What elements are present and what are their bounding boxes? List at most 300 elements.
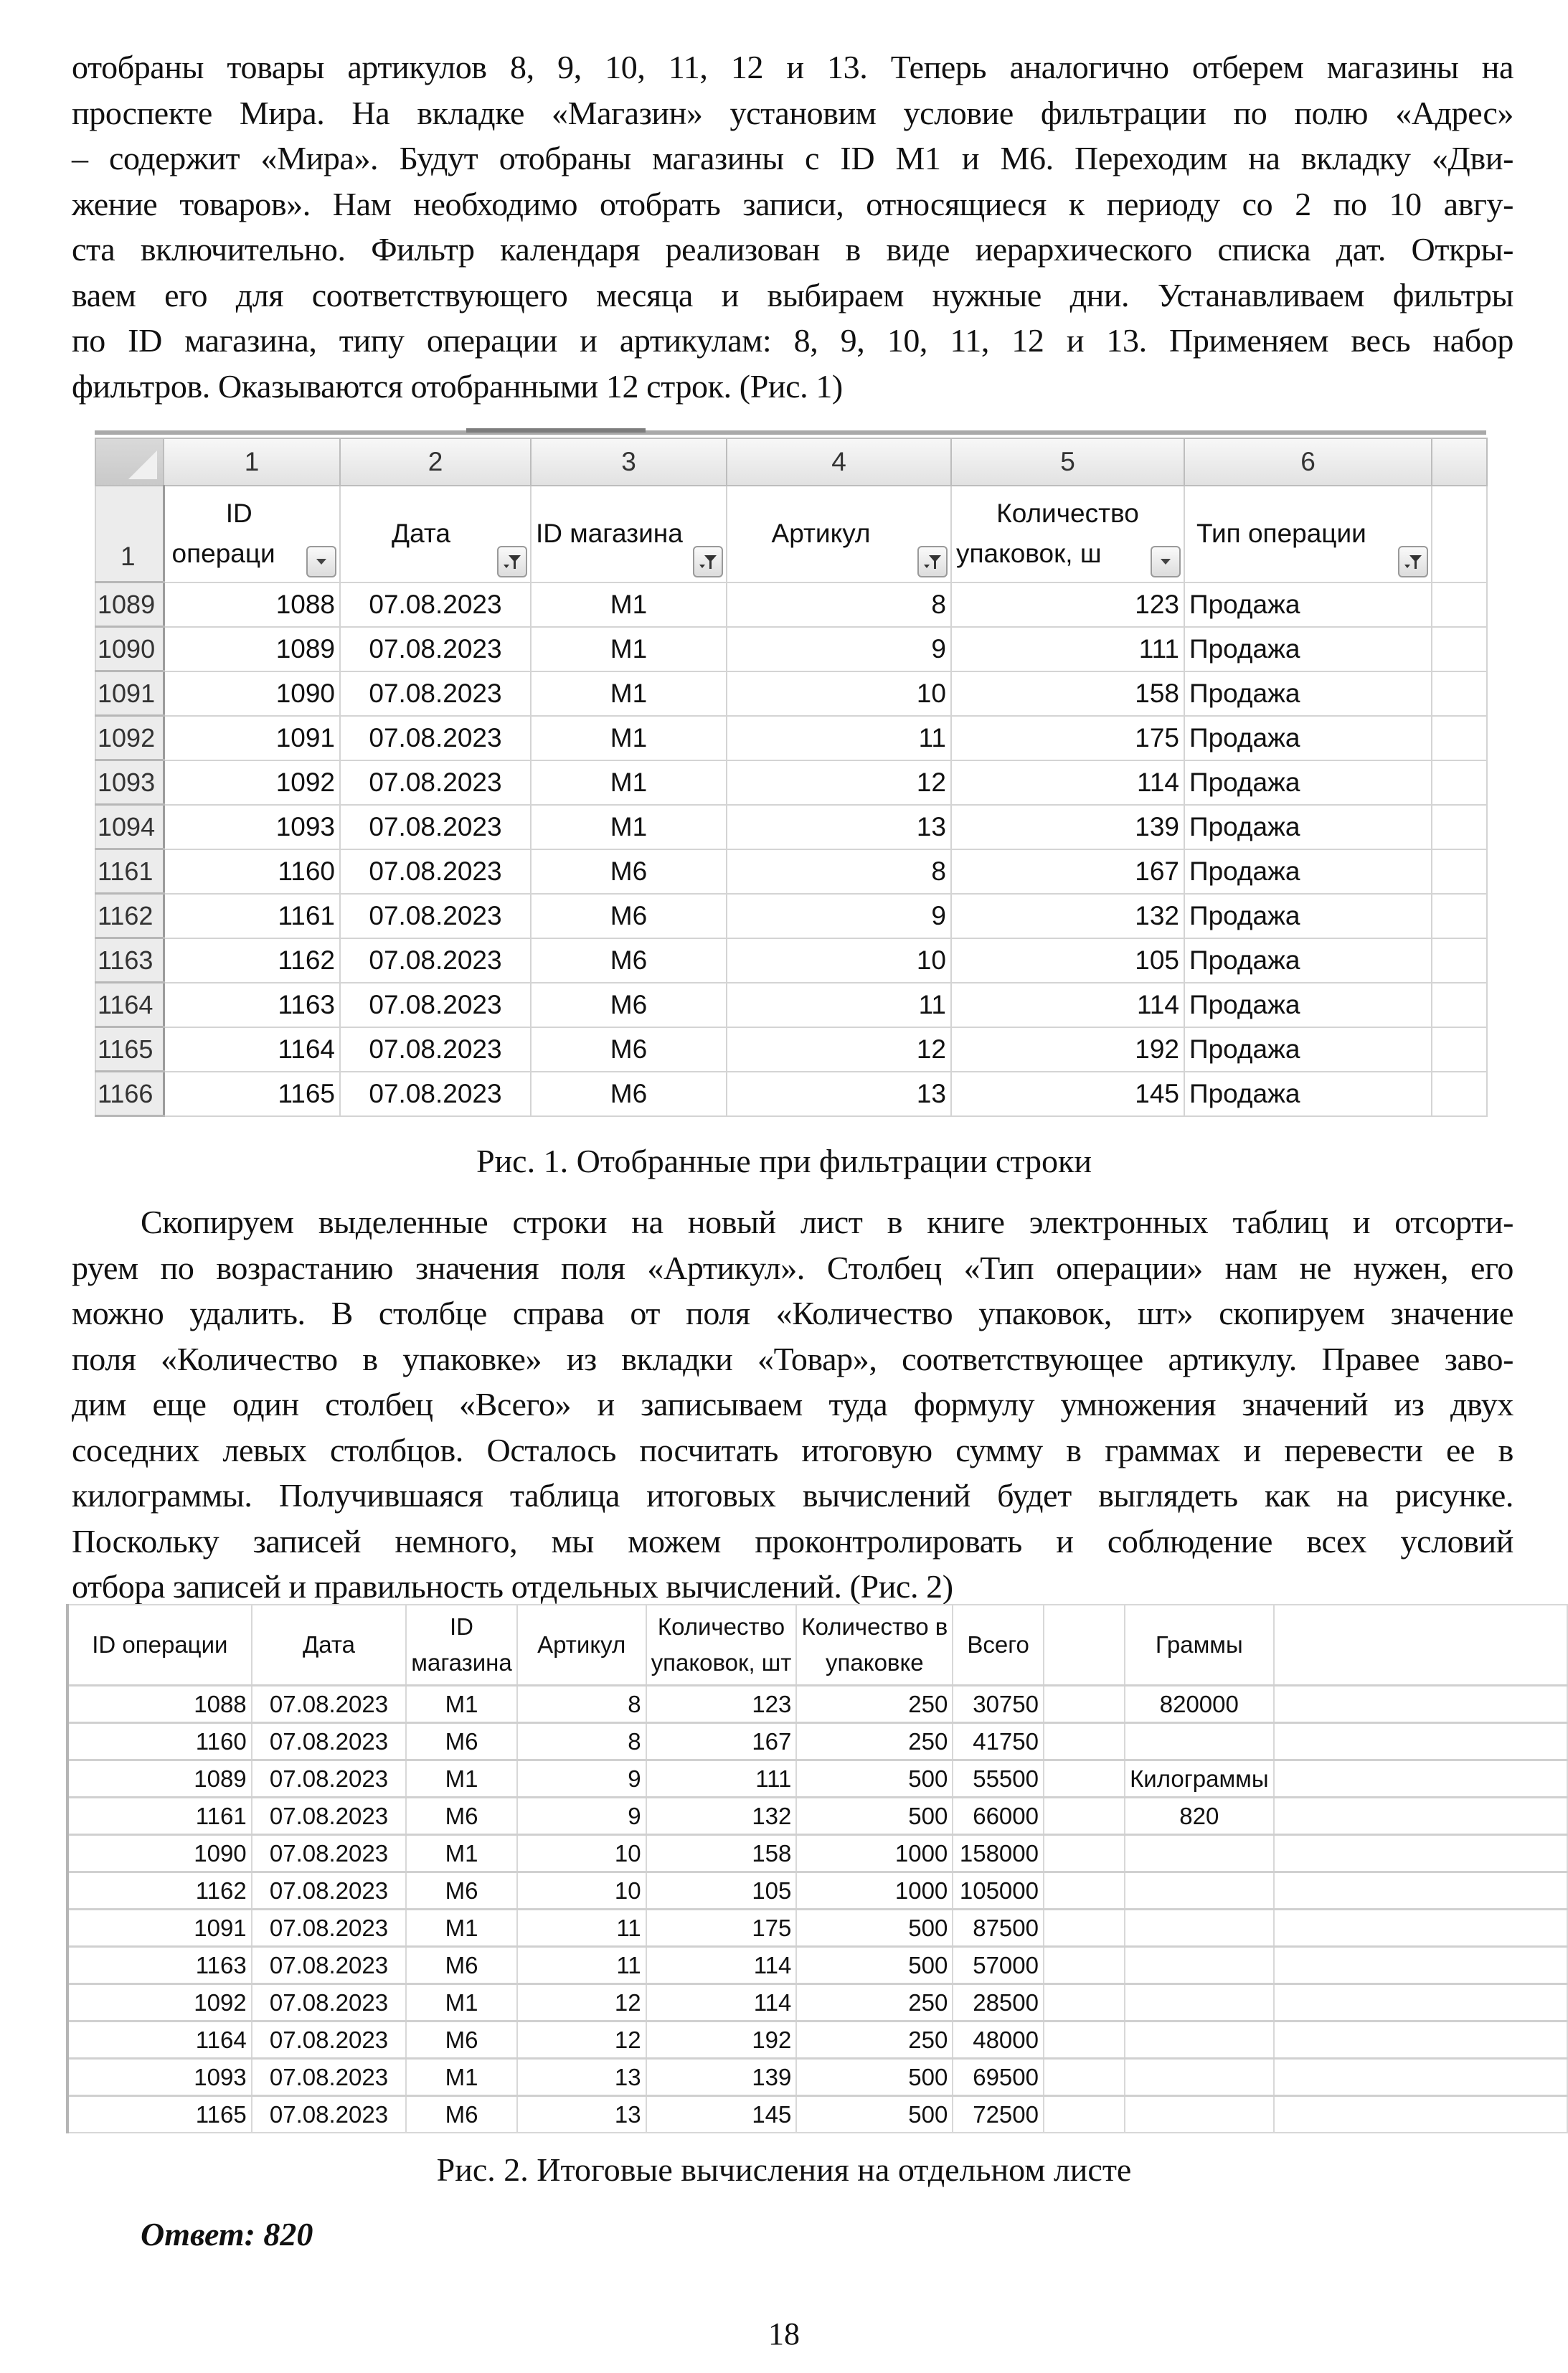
cell-date[interactable]: 07.08.2023: [252, 1984, 407, 2021]
table-row: [95, 1072, 1487, 1116]
cell-store-id[interactable]: М6: [531, 849, 727, 894]
text-line: дим еще один столбец «Всего» и записываем туда формулу умножения значений из двух: [72, 1386, 1513, 1423]
empty-cell[interactable]: [1432, 983, 1487, 1027]
cell-summary[interactable]: Килограммы: [1125, 1760, 1273, 1798]
row-number-header[interactable]: 1162: [95, 894, 164, 938]
column-header[interactable]: 1: [164, 438, 340, 486]
cell-article[interactable]: 13: [517, 2059, 646, 2096]
column-header[interactable]: 5: [951, 438, 1184, 486]
empty-cell[interactable]: [1274, 1835, 1567, 1872]
row-number-header[interactable]: 1161: [95, 849, 164, 894]
header-line: Количество в: [801, 1613, 948, 1640]
cell-date[interactable]: 07.08.2023: [252, 2021, 407, 2059]
cell-operation-id[interactable]: 1160: [67, 1723, 252, 1760]
cell-article[interactable]: 8: [727, 849, 951, 894]
cell-total[interactable]: 30750: [953, 1686, 1044, 1723]
empty-cell[interactable]: [1432, 894, 1487, 938]
row-header[interactable]: 1: [95, 486, 164, 582]
row-number-header[interactable]: 1093: [95, 760, 164, 805]
filter-funnel-icon: [1402, 551, 1424, 572]
cell-store-id[interactable]: М6: [531, 1072, 727, 1116]
header-line: Дата: [302, 1631, 356, 1658]
cell-total[interactable]: 41750: [953, 1723, 1044, 1760]
cell-operation-type[interactable]: Продажа: [1184, 760, 1432, 805]
cell-date[interactable]: 07.08.2023: [252, 1872, 407, 1910]
cell-date[interactable]: 07.08.2023: [340, 894, 531, 938]
header-operation-type: [1184, 486, 1432, 582]
row-number-header[interactable]: 1166: [95, 1072, 164, 1116]
cell-date[interactable]: 07.08.2023: [340, 1027, 531, 1072]
answer: Ответ: 820: [141, 2216, 313, 2252]
cell-per-pack[interactable]: 500: [796, 1760, 953, 1798]
cell-store-id[interactable]: М1: [406, 2059, 516, 2096]
header-line: Количество: [996, 499, 1139, 529]
cell-operation-id[interactable]: 1091: [67, 1910, 252, 1947]
row-number-header[interactable]: 1092: [95, 716, 164, 760]
empty-cell[interactable]: [1044, 1910, 1125, 1947]
cell-per-pack[interactable]: 500: [796, 1947, 953, 1984]
cell-pack-count[interactable]: 105: [951, 938, 1184, 983]
cell-total[interactable]: 158000: [953, 1835, 1044, 1872]
row-number-header[interactable]: 1094: [95, 805, 164, 849]
cell-per-pack[interactable]: 500: [796, 1910, 953, 1947]
header-id-operation: [164, 486, 340, 582]
cell-store-id[interactable]: М6: [406, 1872, 516, 1910]
empty-cell[interactable]: [1044, 2059, 1125, 2096]
cell-article[interactable]: 10: [517, 1872, 646, 1910]
cell-pack-count[interactable]: 123: [951, 582, 1184, 627]
cell-per-pack[interactable]: 1000: [796, 1872, 953, 1910]
cell-article[interactable]: 12: [727, 1027, 951, 1072]
cell-summary[interactable]: 820: [1125, 1798, 1273, 1835]
cell-article[interactable]: 13: [727, 1072, 951, 1116]
empty-cell[interactable]: [1044, 1835, 1125, 1872]
cell-total[interactable]: 87500: [953, 1910, 1044, 1947]
column-header[interactable]: [1044, 1605, 1125, 1686]
cell-operation-id[interactable]: 1163: [164, 983, 340, 1027]
cell-operation-type[interactable]: Продажа: [1184, 627, 1432, 671]
empty-cell[interactable]: [1432, 805, 1487, 849]
cell-store-id[interactable]: М6: [406, 2021, 516, 2059]
header-date: [340, 486, 531, 582]
cell-article[interactable]: 12: [517, 2021, 646, 2059]
cell-total[interactable]: 66000: [953, 1798, 1044, 1835]
column-header[interactable]: [1432, 438, 1487, 486]
cell-date[interactable]: 07.08.2023: [340, 582, 531, 627]
column-header[interactable]: [1274, 1605, 1567, 1686]
cell-pack-count[interactable]: 175: [951, 716, 1184, 760]
scrollbar-thumb[interactable]: [466, 428, 646, 433]
text-line: ста включительно. Фильтр календаря реализован в виде иерархического списка дат. Откры-: [72, 231, 1513, 268]
paragraph-2: [72, 1199, 1513, 1610]
cell-date[interactable]: 07.08.2023: [252, 1760, 407, 1798]
cell-article[interactable]: 10: [727, 671, 951, 716]
cell-store-id[interactable]: М1: [531, 805, 727, 849]
cell-pack-count[interactable]: 114: [951, 983, 1184, 1027]
cell-operation-id[interactable]: 1164: [67, 2021, 252, 2059]
empty-cell[interactable]: [1432, 1072, 1487, 1116]
cell-date[interactable]: 07.08.2023: [340, 938, 531, 983]
cell-operation-id[interactable]: 1088: [164, 582, 340, 627]
cell-per-pack[interactable]: 500: [796, 1798, 953, 1835]
cell-date[interactable]: 07.08.2023: [340, 671, 531, 716]
column-header[interactable]: 3: [531, 438, 727, 486]
cell-operation-type[interactable]: Продажа: [1184, 805, 1432, 849]
cell-date[interactable]: 07.08.2023: [340, 983, 531, 1027]
table-row: [95, 849, 1487, 894]
cell-pack-count[interactable]: 114: [646, 1947, 797, 1984]
empty-cell[interactable]: [1274, 1984, 1567, 2021]
empty-cell[interactable]: [1044, 1984, 1125, 2021]
row-number-header[interactable]: 1089: [95, 582, 164, 627]
cell-article[interactable]: 8: [727, 582, 951, 627]
empty-cell[interactable]: [1274, 1723, 1567, 1760]
empty-cell[interactable]: [1432, 627, 1487, 671]
cell-operation-id[interactable]: 1089: [164, 627, 340, 671]
cell-store-id[interactable]: М6: [531, 938, 727, 983]
cell-article[interactable]: 9: [517, 1760, 646, 1798]
cell-operation-type[interactable]: Продажа: [1184, 716, 1432, 760]
cell-per-pack[interactable]: 250: [796, 2021, 953, 2059]
cell-article[interactable]: 12: [727, 760, 951, 805]
cell-store-id[interactable]: М1: [406, 1910, 516, 1947]
cell-pack-count[interactable]: 111: [951, 627, 1184, 671]
empty-cell[interactable]: [1044, 2021, 1125, 2059]
empty-cell[interactable]: [1044, 1686, 1125, 1723]
text-line: – содержит «Мира». Будут отобраны магазины с ID М1 и М6. Переходим на вкладку «Дви-: [72, 140, 1513, 176]
cell-total[interactable]: 69500: [953, 2059, 1044, 2096]
cell-operation-id[interactable]: 1162: [164, 938, 340, 983]
column-header[interactable]: [646, 1605, 797, 1686]
cell-operation-id[interactable]: 1162: [67, 1872, 252, 1910]
empty-cell[interactable]: [1432, 1027, 1487, 1072]
cell-operation-id[interactable]: 1093: [67, 2059, 252, 2096]
cell-pack-count[interactable]: 167: [951, 849, 1184, 894]
cell-article[interactable]: 9: [727, 627, 951, 671]
cell-operation-type[interactable]: Продажа: [1184, 938, 1432, 983]
column-header[interactable]: [67, 1605, 252, 1686]
cell-summary[interactable]: [1125, 2021, 1273, 2059]
table-row: [95, 760, 1487, 805]
scrollbar-track: [95, 430, 1486, 435]
cell-per-pack[interactable]: 500: [796, 2096, 953, 2133]
cell-pack-count[interactable]: 145: [951, 1072, 1184, 1116]
cell-pack-count[interactable]: 114: [951, 760, 1184, 805]
field-header-row: [95, 486, 1487, 582]
cell-article[interactable]: 11: [727, 716, 951, 760]
column-header[interactable]: [252, 1605, 407, 1686]
empty-cell[interactable]: [1274, 1910, 1567, 1947]
column-header[interactable]: [406, 1605, 516, 1686]
cell-total[interactable]: 57000: [953, 1947, 1044, 1984]
cell-article[interactable]: 11: [517, 1947, 646, 1984]
cell-operation-id[interactable]: 1093: [164, 805, 340, 849]
header-line: Тип операции: [1196, 519, 1366, 549]
text-line: Скопируем выделенные строки на новый лист в книге электронных таблиц и отсорти-: [141, 1204, 1513, 1240]
cell-store-id[interactable]: М6: [531, 894, 727, 938]
cell-date[interactable]: 07.08.2023: [252, 2059, 407, 2096]
cell-date[interactable]: 07.08.2023: [252, 1910, 407, 1947]
cell-operation-type[interactable]: Продажа: [1184, 983, 1432, 1027]
column-header[interactable]: [953, 1605, 1044, 1686]
cell-date[interactable]: 07.08.2023: [340, 760, 531, 805]
cell-store-id[interactable]: М6: [406, 1947, 516, 1984]
cell-summary[interactable]: 820000: [1125, 1686, 1273, 1723]
empty-cell[interactable]: [1432, 486, 1487, 582]
empty-cell[interactable]: [1432, 671, 1487, 716]
empty-cell[interactable]: [1274, 1947, 1567, 1984]
empty-cell[interactable]: [1432, 938, 1487, 983]
text-line: отбора записей и правильность отдельных вычислений. (Рис. 2): [72, 1568, 953, 1605]
cell-store-id[interactable]: М1: [406, 1686, 516, 1723]
figure-2-caption: Рис. 2. Итоговые вычисления на отдельном листе: [436, 2151, 1132, 2188]
cell-store-id[interactable]: М1: [531, 716, 727, 760]
table-row: [67, 1686, 1567, 1723]
cell-article[interactable]: 13: [727, 805, 951, 849]
text-line: по ID магазина, типу операции и артикулам: 8, 9, 10, 11, 12 и 13. Применяем весь набор: [72, 322, 1513, 359]
header-line: упаковок, шт: [651, 1649, 792, 1676]
text-line: соседних левых столбцов. Осталось посчитать итоговую сумму в граммах и перевести ее в: [72, 1431, 1513, 1468]
empty-cell[interactable]: [1274, 2021, 1567, 2059]
table-row: [67, 1947, 1567, 1984]
column-header[interactable]: [1125, 1605, 1273, 1686]
cell-operation-type[interactable]: Продажа: [1184, 849, 1432, 894]
cell-store-id[interactable]: М1: [531, 582, 727, 627]
paragraph-1: [72, 44, 1513, 409]
cell-article[interactable]: 11: [727, 983, 951, 1027]
table-row: [95, 805, 1487, 849]
cell-operation-type[interactable]: Продажа: [1184, 1027, 1432, 1072]
cell-store-id[interactable]: М1: [406, 1760, 516, 1798]
cell-summary[interactable]: [1125, 1984, 1273, 2021]
column-header-row: [95, 438, 1487, 486]
header-row: [67, 1605, 1567, 1686]
text-line: отобраны товары артикулов 8, 9, 10, 11, 12 и 13. Теперь аналогично отберем магазины на: [72, 49, 1513, 85]
filter-active-button[interactable]: [1398, 546, 1428, 577]
cell-date[interactable]: 07.08.2023: [340, 805, 531, 849]
cell-operation-id[interactable]: 1089: [67, 1760, 252, 1798]
cell-summary[interactable]: [1125, 1872, 1273, 1910]
cell-per-pack[interactable]: 250: [796, 1984, 953, 2021]
cell-date[interactable]: 07.08.2023: [340, 849, 531, 894]
cell-total[interactable]: 48000: [953, 2021, 1044, 2059]
empty-cell[interactable]: [1274, 1686, 1567, 1723]
cell-store-id[interactable]: М1: [406, 1984, 516, 2021]
cell-article[interactable]: 11: [517, 1910, 646, 1947]
cell-operation-type[interactable]: Продажа: [1184, 1072, 1432, 1116]
filter-dropdown-button[interactable]: [1151, 546, 1181, 577]
cell-operation-id[interactable]: 1160: [164, 849, 340, 894]
cell-store-id[interactable]: М6: [531, 1027, 727, 1072]
cell-summary[interactable]: [1125, 2059, 1273, 2096]
cell-summary[interactable]: [1125, 1910, 1273, 1947]
empty-cell[interactable]: [1274, 1872, 1567, 1910]
table-row: [67, 1835, 1567, 1872]
empty-cell[interactable]: [1432, 760, 1487, 805]
calculation-spreadsheet: [66, 1604, 1568, 2133]
table-row: [67, 1798, 1567, 1835]
cell-article[interactable]: 9: [727, 894, 951, 938]
cell-store-id[interactable]: М1: [531, 760, 727, 805]
empty-cell[interactable]: [1044, 1723, 1125, 1760]
cell-operation-id[interactable]: 1090: [164, 671, 340, 716]
cell-article[interactable]: 13: [517, 2096, 646, 2133]
cell-pack-count[interactable]: 139: [951, 805, 1184, 849]
cell-store-id[interactable]: М6: [531, 983, 727, 1027]
text-line: фильтров. Оказываются отобранными 12 строк. (Рис. 1): [72, 367, 843, 405]
cell-date[interactable]: 07.08.2023: [252, 1835, 407, 1872]
cell-pack-count[interactable]: 167: [646, 1723, 797, 1760]
select-all-corner[interactable]: [95, 438, 164, 486]
cell-operation-id[interactable]: 1161: [164, 894, 340, 938]
cell-operation-id[interactable]: 1091: [164, 716, 340, 760]
header-line: Количество: [657, 1613, 785, 1640]
row-number-header[interactable]: 1164: [95, 983, 164, 1027]
header-line: Граммы: [1155, 1631, 1243, 1658]
text-line: руем по возрастанию значения поля «Артикул». Столбец «Тип операции» нам не нужен, его: [72, 1249, 1513, 1286]
cell-store-id[interactable]: М1: [406, 1835, 516, 1872]
table-row: [95, 716, 1487, 760]
cell-summary[interactable]: [1125, 1723, 1273, 1760]
cell-date[interactable]: 07.08.2023: [252, 1723, 407, 1760]
cell-pack-count[interactable]: 192: [646, 2021, 797, 2059]
empty-cell[interactable]: [1432, 849, 1487, 894]
empty-cell[interactable]: [1044, 1798, 1125, 1835]
filter-active-button[interactable]: [917, 546, 948, 577]
cell-pack-count[interactable]: 145: [646, 2096, 797, 2133]
empty-cell[interactable]: [1044, 1760, 1125, 1798]
column-header[interactable]: [517, 1605, 646, 1686]
column-header[interactable]: 6: [1184, 438, 1432, 486]
cell-date[interactable]: 07.08.2023: [252, 1686, 407, 1723]
cell-summary[interactable]: [1125, 1835, 1273, 1872]
table-row: [95, 938, 1487, 983]
text-line: можно удалить. В столбце справа от поля «Количество упаковок, шт» скопируем значение: [72, 1295, 1513, 1331]
header-line: Всего: [967, 1631, 1029, 1658]
cell-article[interactable]: 9: [517, 1798, 646, 1835]
cell-date[interactable]: 07.08.2023: [340, 627, 531, 671]
cell-article[interactable]: 10: [517, 1835, 646, 1872]
cell-pack-count[interactable]: 114: [646, 1984, 797, 2021]
cell-article[interactable]: 12: [517, 1984, 646, 2021]
cell-operation-type[interactable]: Продажа: [1184, 894, 1432, 938]
empty-cell[interactable]: [1044, 2096, 1125, 2133]
empty-cell[interactable]: [1274, 2096, 1567, 2133]
row-number-header[interactable]: 1163: [95, 938, 164, 983]
cell-summary[interactable]: [1125, 1947, 1273, 1984]
cell-pack-count[interactable]: 132: [951, 894, 1184, 938]
header-line: упаковок, ш: [956, 539, 1102, 569]
cell-date[interactable]: 07.08.2023: [252, 1798, 407, 1835]
empty-cell[interactable]: [1044, 1872, 1125, 1910]
cell-date[interactable]: 07.08.2023: [252, 2096, 407, 2133]
cell-article[interactable]: 8: [517, 1686, 646, 1723]
cell-operation-id[interactable]: 1090: [67, 1835, 252, 1872]
filter-active-button[interactable]: [693, 546, 723, 577]
cell-store-id[interactable]: М6: [406, 1723, 516, 1760]
cell-article[interactable]: 8: [517, 1723, 646, 1760]
cell-operation-id[interactable]: 1088: [67, 1686, 252, 1723]
cell-date[interactable]: 07.08.2023: [340, 1072, 531, 1116]
header-line: ID магазина: [536, 519, 683, 549]
filter-dropdown-button[interactable]: [306, 546, 336, 577]
row-number-header[interactable]: 1165: [95, 1027, 164, 1072]
cell-operation-id[interactable]: 1092: [164, 760, 340, 805]
table-row: [67, 1984, 1567, 2021]
filter-active-button[interactable]: [497, 546, 527, 577]
cell-operation-id[interactable]: 1092: [67, 1984, 252, 2021]
cell-pack-count[interactable]: 192: [951, 1027, 1184, 1072]
cell-total[interactable]: 28500: [953, 1984, 1044, 2021]
cell-per-pack[interactable]: 1000: [796, 1835, 953, 1872]
cell-operation-id[interactable]: 1164: [164, 1027, 340, 1072]
cell-total[interactable]: 72500: [953, 2096, 1044, 2133]
table-row: [67, 2059, 1567, 2096]
cell-date[interactable]: 07.08.2023: [252, 1947, 407, 1984]
dropdown-arrow-icon: [311, 551, 332, 572]
column-header[interactable]: 4: [727, 438, 951, 486]
cell-operation-id[interactable]: 1163: [67, 1947, 252, 1984]
table-row: [95, 894, 1487, 938]
cell-pack-count[interactable]: 111: [646, 1760, 797, 1798]
table-row: [67, 1872, 1567, 1910]
header-pack-count: [951, 486, 1184, 582]
cell-per-pack[interactable]: 250: [796, 1686, 953, 1723]
cell-pack-count[interactable]: 139: [646, 2059, 797, 2096]
cell-summary[interactable]: [1125, 2096, 1273, 2133]
column-header[interactable]: 2: [340, 438, 531, 486]
cell-operation-id[interactable]: 1165: [164, 1072, 340, 1116]
row-number-header[interactable]: 1090: [95, 627, 164, 671]
empty-cell[interactable]: [1044, 1947, 1125, 1984]
cell-pack-count[interactable]: 123: [646, 1686, 797, 1723]
cell-pack-count[interactable]: 105: [646, 1872, 797, 1910]
cell-total[interactable]: 55500: [953, 1760, 1044, 1798]
cell-store-id[interactable]: М6: [406, 2096, 516, 2133]
cell-store-id[interactable]: М1: [531, 671, 727, 716]
cell-store-id[interactable]: М6: [406, 1798, 516, 1835]
empty-cell[interactable]: [1274, 1798, 1567, 1835]
empty-cell[interactable]: [1432, 582, 1487, 627]
cell-pack-count[interactable]: 175: [646, 1910, 797, 1947]
cell-per-pack[interactable]: 500: [796, 2059, 953, 2096]
cell-pack-count[interactable]: 158: [951, 671, 1184, 716]
cell-operation-type[interactable]: Продажа: [1184, 671, 1432, 716]
header-line: Артикул: [771, 519, 871, 549]
empty-cell[interactable]: [1274, 1760, 1567, 1798]
cell-per-pack[interactable]: 250: [796, 1723, 953, 1760]
table-row: [95, 582, 1487, 627]
empty-cell[interactable]: [1432, 716, 1487, 760]
row-number-header[interactable]: 1091: [95, 671, 164, 716]
cell-article[interactable]: 10: [727, 938, 951, 983]
cell-date[interactable]: 07.08.2023: [340, 716, 531, 760]
cell-pack-count[interactable]: 158: [646, 1835, 797, 1872]
cell-operation-id[interactable]: 1161: [67, 1798, 252, 1835]
text-line: ваем его для соответствующего месяца и выбираем нужные дни. Устанавливаем фильтры: [72, 276, 1513, 313]
column-header[interactable]: [796, 1605, 953, 1686]
cell-operation-type[interactable]: Продажа: [1184, 582, 1432, 627]
cell-total[interactable]: 105000: [953, 1872, 1044, 1910]
header-line: упаковке: [826, 1649, 924, 1676]
cell-pack-count[interactable]: 132: [646, 1798, 797, 1835]
cell-store-id[interactable]: М1: [531, 627, 727, 671]
table-row: [67, 2096, 1567, 2133]
header-line: Дата: [392, 519, 450, 549]
cell-operation-id[interactable]: 1165: [67, 2096, 252, 2133]
table-row: [95, 983, 1487, 1027]
empty-cell[interactable]: [1274, 2059, 1567, 2096]
